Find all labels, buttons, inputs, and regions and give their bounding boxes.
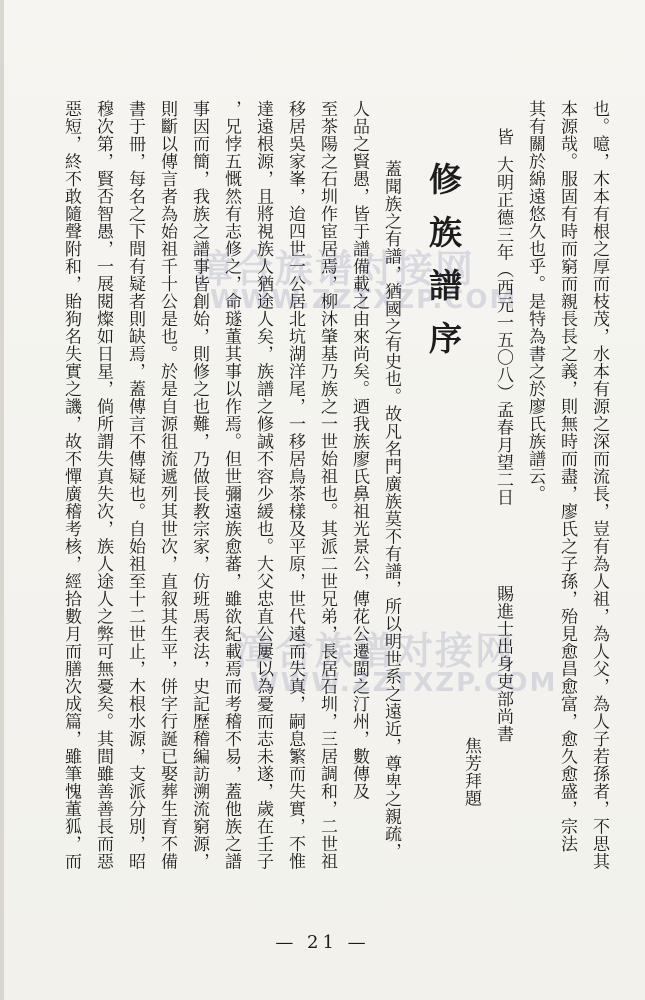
- text-column: 至茶陽之石圳作宦居焉，柳沐肇基乃族之一世始祖也。其派二世兄弟，長居石圳，三居調和，二世祖: [317, 100, 337, 870]
- text-column: ，兄悖五慨然有志修之，命璲董其事以作焉。但世彌遠族愈蕃，雖欲紀載焉而考稽不易，蓋他族之譜: [221, 100, 241, 870]
- text-column: 穆次第，賢否智愚，一展閱燦如日星，倘所謂失真失次，族人途人之弊可無憂矣。其間雖善善長而惡: [93, 100, 113, 870]
- text-column: 其有關於綿遠悠久也乎。是特為書之於廖氏族譜云。: [525, 100, 545, 503]
- watermark-text: 漳合族谱对接网: [235, 629, 516, 673]
- watermark-url: WWW.ZZTXZP.COM: [250, 668, 558, 698]
- text-column: 惡短，終不敢隨聲附和，貽狗名失實之譏，故不憚廣稽考核，經拾數月而膳次成篇，雖筆愧董狐，而: [61, 100, 81, 870]
- page-number: — 21 —: [275, 932, 370, 953]
- text-column: 人品之賢愚，皆于譜備載之由來尚矣。迺我族廖氏鼻祖光景公，傳花公遷閩之汀州，數傳及: [349, 100, 369, 800]
- text-column: 也。噫，木本有根之厚而枝茂，水本有源之深而流長，豈有為人祖，為人父，為人子若孫者，不思其: [589, 100, 609, 870]
- author-signature: 焦芳拜題: [461, 737, 481, 807]
- author-title: 賜進士出身吏部尚書: [493, 585, 513, 743]
- text-column: 達遠根源，且將視族人猶途人矣，族譜之修誠不容少緩也。大父忠直公屢以為憂而志未遂，歲在壬子: [253, 100, 273, 870]
- text-column: 本源哉。服固有時而窮而親長長之義，則無時而盡，廖氏之子孫，殆見愈昌愈富，愈久愈盛，宗法: [557, 100, 577, 853]
- text-column: 蓋聞族之有譜，猶國之有史也。故凡名門廣族莫不有譜，所以明世系之遠近，尊卑之親疏，: [381, 160, 401, 860]
- date-prefix: 皆: [493, 128, 513, 146]
- text-column: 事因而簡，我族之譜事皆創始，則修之也難，乃做長教宗家，仿班馬表法，史記歷稽編訪溯流窮源，: [189, 100, 209, 870]
- text-column: 則斷以傳言者為始祖千十公是也。於是自源徂流遞列其世次，直叙其生平，併字行誕已娶葬生育不備: [157, 100, 177, 870]
- page-binding-edge: [0, 0, 4, 1000]
- text-column: 書于冊，每名之下間有疑者則缺焉，蓋傳言不傳疑也。自始祖至十二世止，木根水源，支派分別，昭: [125, 100, 145, 870]
- date-line: 大明正德三年（西元一五〇八）孟春月望二日: [493, 156, 513, 506]
- text-column: 移居吳家峯，迨四世一公居北坑湖洋尾，一移居鳥茶樣及平原，世代遠而失真，嗣息繁而失實，不惟: [285, 100, 305, 870]
- document-title: 修族譜序: [424, 162, 463, 374]
- watermark-text: 漳合族谱对接网: [195, 247, 476, 291]
- watermark-url: WWW.ZZTXZP.COM: [210, 285, 518, 315]
